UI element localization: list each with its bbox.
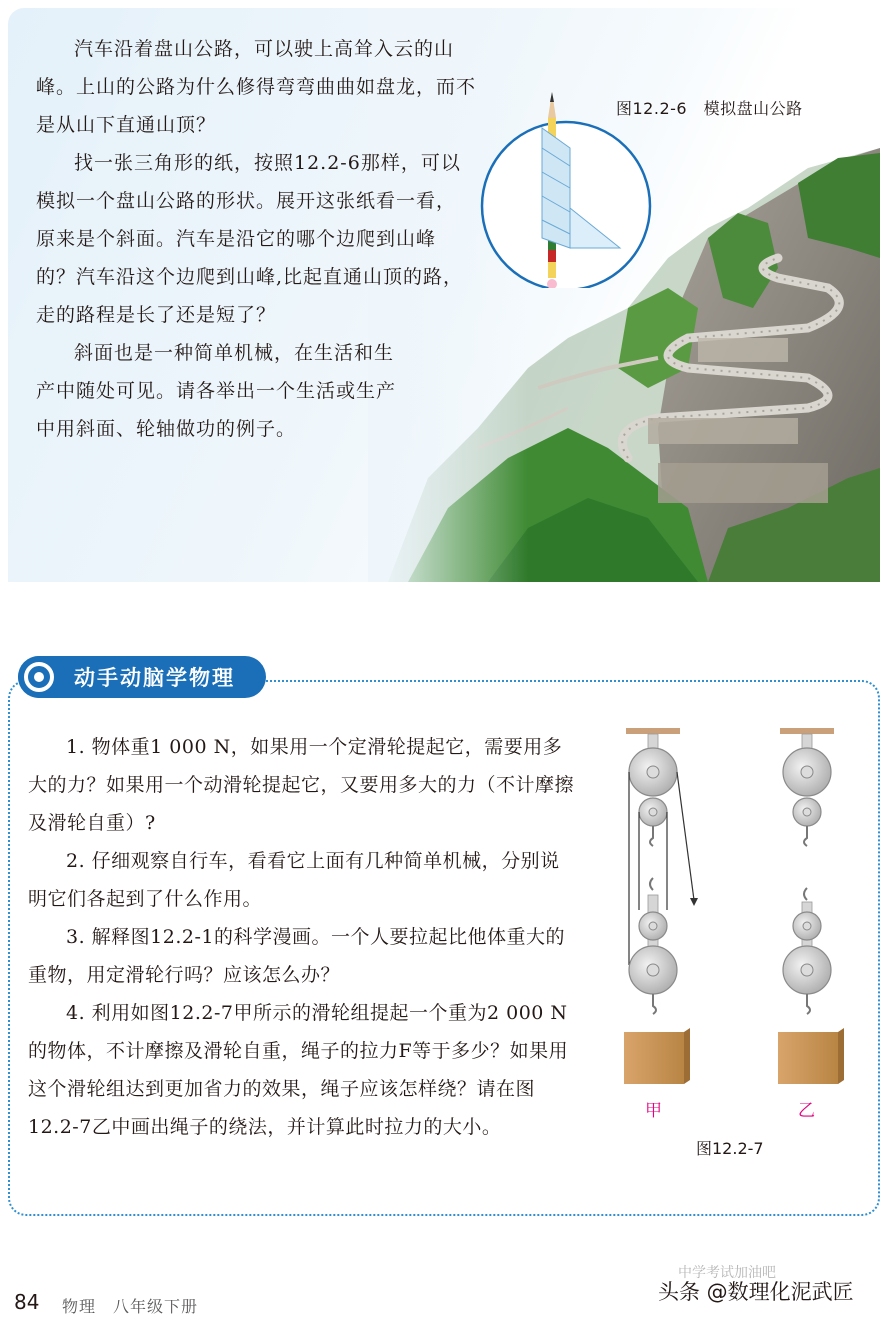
section-tag — [18, 656, 266, 698]
pencil-paper-inset — [478, 88, 654, 288]
figure-caption-12-2-6: 图12.2-6 模拟盘山公路 — [616, 99, 803, 118]
section-title: 动手动脑学物理 — [74, 666, 235, 690]
intro-paragraph-1: 汽车沿着盘山公路，可以驶上高耸入云的山峰。上山的公路为什么修得弯弯曲曲如盘龙，而不是从山下直通山顶？ — [36, 38, 477, 136]
question-1: 1. 物体重1 000 N，如果用一个定滑轮提起它，需要用多大的力？如果用一个动滑轮提起它，又要用多大的力（不计摩擦及滑轮自重）? — [28, 736, 575, 834]
figure-label-b: 乙 — [798, 1101, 815, 1121]
target-icon — [18, 656, 60, 698]
intro-paragraph-2: 找一张三角形的纸，按照12.2-6那样，可以模拟一个盘山公路的形状。展开这张纸看一看，原来是个斜面。汽车是沿它的哪个边爬到山峰的？汽车沿这个边爬到山峰,比起直通山顶的路，走的路程是长了还是短了？ — [36, 152, 464, 326]
figure-caption-12-2-7: 图12.2-7 — [696, 1139, 764, 1158]
page-number: 84 — [14, 1290, 40, 1314]
question-3: 3. 解释图12.2-1的科学漫画。一个人要拉起比他体重大的重物，用定滑轮行吗？应该怎么办？ — [28, 926, 565, 986]
intro-text — [36, 30, 486, 448]
book-title: 物理 八年级下册 — [62, 1297, 199, 1316]
intro-paragraph-3: 斜面也是一种简单机械，在生活和生产中随处可见。请各举出一个生活或生产中用斜面、轮轴做功的例子。 — [36, 342, 397, 440]
question-4: 4. 利用如图12.2-7甲所示的滑轮组提起一个重为2 000 N的物体，不计摩擦及滑轮自重，绳子的拉力F等于多少？如果用这个滑轮组达到更加省力的效果，绳子应该怎样绕？请在图12.2-7乙中画出绳子的绕法，并计算此时拉力的大小。 — [28, 1002, 569, 1138]
pulley-system-b — [778, 728, 844, 1084]
pulley-diagram — [610, 720, 870, 1140]
question-2: 2. 仔细观察自行车，看看它上面有几种简单机械，分别说明它们各起到了什么作用。 — [28, 850, 560, 910]
pulley-system-a — [624, 728, 698, 1084]
question-list — [28, 728, 576, 1146]
faint-watermark: 中学考试加油吧 — [678, 1265, 776, 1281]
intro-panel — [8, 8, 880, 582]
watermark: 头条 @数理化泥武匠 — [658, 1280, 854, 1304]
figure-label-a: 甲 — [645, 1101, 662, 1121]
